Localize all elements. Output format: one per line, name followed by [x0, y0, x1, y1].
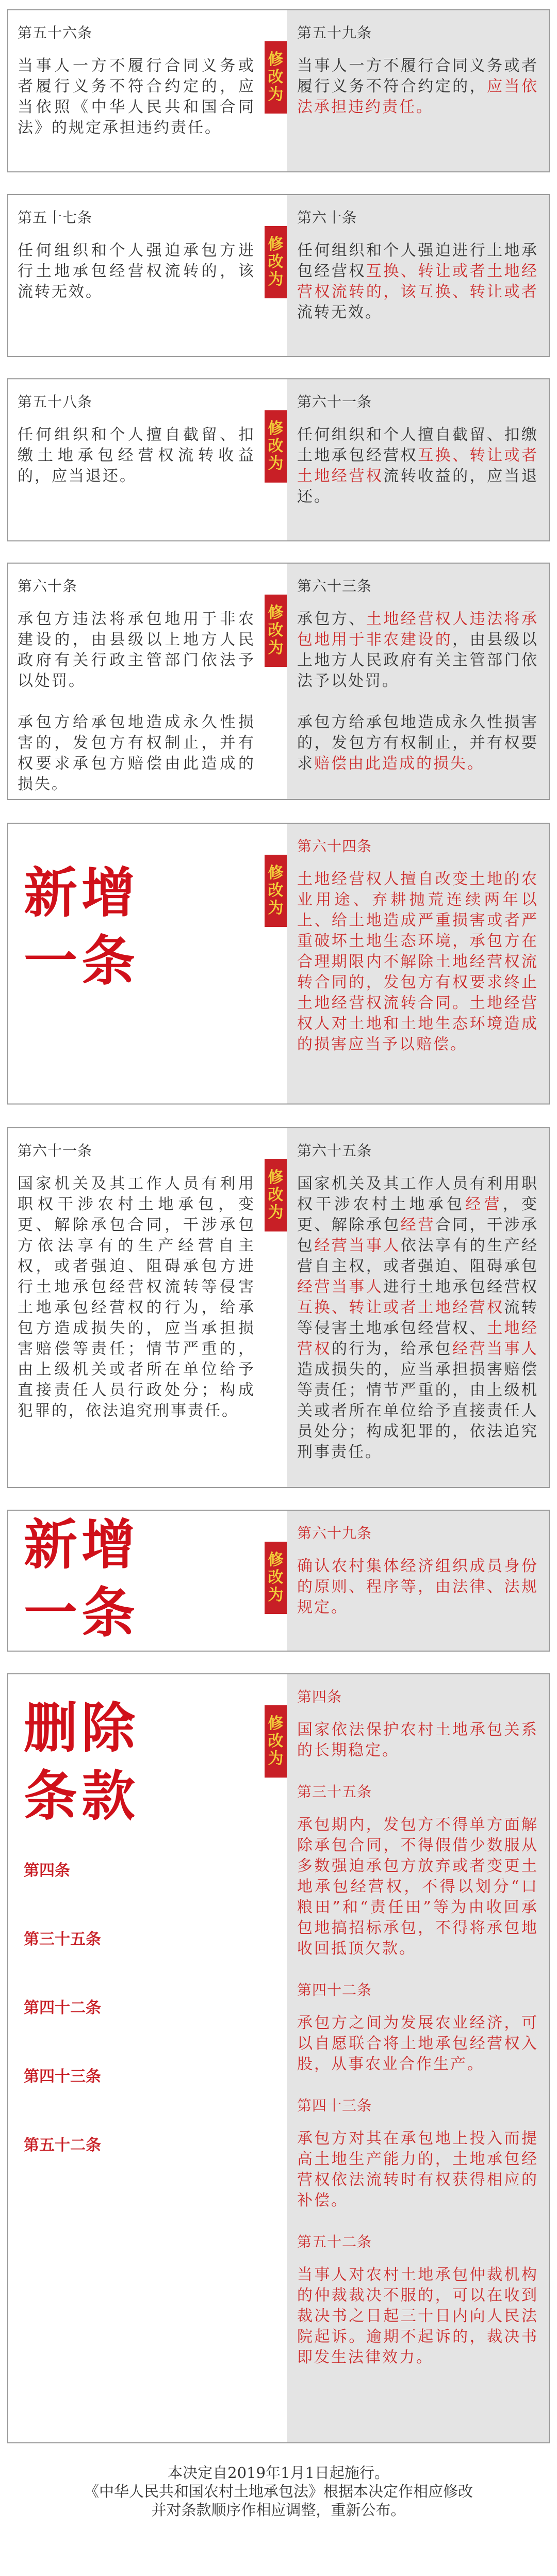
article-number: 第四十三条	[297, 2097, 372, 2114]
article-number: 第四十二条	[297, 1981, 372, 1998]
original-article	[8, 564, 265, 799]
article-text: 任何组织和个人擅自截留、扣缴土地承包经营权互换、转让或者土地经营权流转收益的，应当退还。	[297, 426, 539, 506]
list-item: 第四条	[24, 1862, 70, 1880]
article-number: 第六十条	[297, 209, 357, 226]
article-number: 第六十九条	[297, 1525, 372, 1542]
new-article-69-card	[7, 1510, 550, 1652]
article-text: 任何组织和个人擅自截留、扣缴土地承包经营权流转收益的，应当退还。	[18, 426, 255, 485]
article-57-card	[7, 194, 550, 357]
article-number: 第六十一条	[297, 393, 372, 410]
article-text: 承包期内，发包方不得单方面解除承包合同，不得假借少数服从多数强迫承包方放弃或者变更土地承包经营权，不得以划分“口粮田”和“责任田”等为由收回承包地搞招标承包，不得将承包地收回抵顶欠款。	[297, 1816, 538, 1958]
original-article	[8, 10, 265, 171]
article-text: 承包方给承包地造成永久性损害的，发包方有权制止，并有权要求赔偿由此造成的损失。	[297, 713, 538, 773]
article-text: 当事人对农村土地承包仲裁机构的仲裁裁决不服的，可以在收到裁决书之日起三十日内向人民法院起诉。逾期不起诉的，裁决书即发生法律效力。	[297, 2266, 538, 2366]
article-text: 任何组织和个人强迫进行土地承包经营权互换、转让或者土地经营权流转的，该互换、转让或者流转无效。	[297, 242, 539, 322]
article-number: 第五十八条	[18, 393, 93, 410]
article-58-card	[7, 378, 550, 541]
article-56-card	[7, 9, 550, 172]
deleted-articles-card	[7, 1673, 550, 2443]
article-number: 第六十五条	[297, 1142, 372, 1159]
article-text: 承包方违法将承包地用于非农建设的，由县级以上地方人民政府有关行政主管部门依法予以处罚。	[18, 610, 255, 690]
article-text: 确认农村集体经济组织成员身份的原则、程序等，由法律、法规规定。	[297, 1557, 538, 1617]
revised-to-tag: 修 改 为	[265, 1705, 287, 1778]
article-text: 承包方、土地经营权人违法将承包地用于非农建设的，由县级以上地方人民政府有关主管部门依法予以处罚。	[297, 610, 539, 690]
list-item: 第五十二条	[24, 2136, 101, 2154]
deleted-article-list	[24, 1858, 101, 2201]
revised-to-tag: 修 改 为	[265, 41, 287, 114]
article-number: 第六十条	[18, 578, 78, 595]
article-text: 当事人一方不履行合同义务或者履行义务不符合约定的，应当依照《中华人民共和国合同法》的规定承担违约责任。	[18, 57, 255, 137]
article-text: 任何组织和个人强迫承包方进行土地承包经营权流转的，该流转无效。	[18, 242, 255, 301]
revised-to-tag: 修 改 为	[265, 595, 287, 667]
article-text: 国家依法保护农村土地承包关系的长期稳定。	[297, 1721, 538, 1759]
article-text: 土地经营权人擅自改变土地的农业用途、弃耕抛荒连续两年以上、给土地造成严重损害或者严重破坏土地生态环境，承包方在合理期限内不解除土地经营权流转合同的，发包方有权要求终止土地经营权流转合同。土地经营权人对土地和土地生态环境造成的损害应当予以赔偿。	[297, 870, 538, 1053]
revised-to-tag: 修 改 为	[265, 1542, 287, 1614]
article-number: 第六十四条	[297, 838, 372, 855]
original-article	[8, 195, 265, 356]
revised-to-tag: 修 改 为	[265, 410, 287, 483]
article-number: 第六十三条	[297, 578, 372, 595]
article-text: 承包方之间为发展农业经济，可以自愿联合将土地承包经营权入股，从事农业合作生产。	[297, 2014, 538, 2073]
article-text: 承包方对其在承包地上投入而提高土地生产能力的，土地承包经营权依法流转时有权获得相应的补偿。	[297, 2130, 538, 2210]
original-article	[8, 1128, 265, 1487]
list-item: 第四十三条	[24, 2068, 101, 2086]
deleted-article-texts	[287, 1674, 549, 2442]
revised-to-tag: 修 改 为	[265, 855, 287, 927]
article-text: 承包方给承包地造成永久性损害的，发包方有权制止，并有权要求承包方赔偿由此造成的损失。	[18, 713, 255, 793]
revised-article	[287, 379, 549, 540]
article-number: 第五十二条	[297, 2233, 372, 2250]
article-text: 当事人一方不履行合同义务或者履行义务不符合约定的，应当依法承担违约责任。	[297, 57, 539, 116]
revised-article	[287, 564, 549, 799]
article-number: 第五十六条	[18, 24, 93, 41]
article-number: 第六十一条	[18, 1142, 93, 1159]
article-text: 国家机关及其工作人员有利用职权干涉农村土地承包经营，变更、解除承包经营合同，干涉承包经营当事人依法享有的生产经营自主权，或者强迫、阻碍承包经营当事人进行土地承包经营权互换、转让或者土地经营权流转等侵害土地承包经营权、土地经营权的行为，给承包经营当事人造成损失的，应当承担损害赔偿等责任；情节严重的，由上级机关或者所在单位给予直接责任人员处分；构成犯罪的，依法追究刑事责任。	[297, 1175, 539, 1461]
revised-article	[287, 1128, 549, 1487]
new-article-64-card	[7, 823, 550, 1105]
revised-article	[287, 1511, 549, 1651]
article-number: 第五十九条	[297, 24, 372, 41]
revised-article	[287, 824, 549, 1103]
article-text: 国家机关及其工作人员有利用职权干涉农村土地承包，变更、解除承包合同，干涉承包方依法享有的生产经营自主权，或者强迫、阻碍承包方进行土地承包经营权流转等侵害土地承包经营权的行为，给承包方造成损失的，应当承担损害赔偿等责任；情节严重的，由上级机关或者所在单位给予直接责任人员行政处分；构成犯罪的，依法追究刑事责任。	[18, 1175, 255, 1420]
article-number: 第五十七条	[18, 209, 93, 226]
revised-to-tag: 修 改 为	[265, 226, 287, 298]
original-article	[8, 379, 265, 540]
deleted-articles-heading: 删除 条款	[24, 1697, 140, 1828]
list-item: 第四十二条	[24, 1999, 101, 2017]
revised-article	[287, 195, 549, 356]
article-60-card	[7, 563, 550, 800]
article-number: 第三十五条	[297, 1783, 372, 1800]
new-article-heading: 新增 一条	[24, 1513, 140, 1644]
article-61-card	[7, 1127, 550, 1488]
footer-note: 本决定自2019年1月1日起施行。 《中华人民共和国农村土地承包法》根据本决定作相应修改 并对条款顺序作相应调整，重新公布。	[84, 2464, 473, 2519]
new-article-heading: 新增 一条	[24, 861, 140, 993]
list-item: 第三十五条	[24, 1930, 101, 1948]
article-number: 第四条	[297, 1688, 342, 1705]
revised-article	[287, 10, 549, 171]
revised-to-tag: 修 改 为	[265, 1159, 287, 1231]
